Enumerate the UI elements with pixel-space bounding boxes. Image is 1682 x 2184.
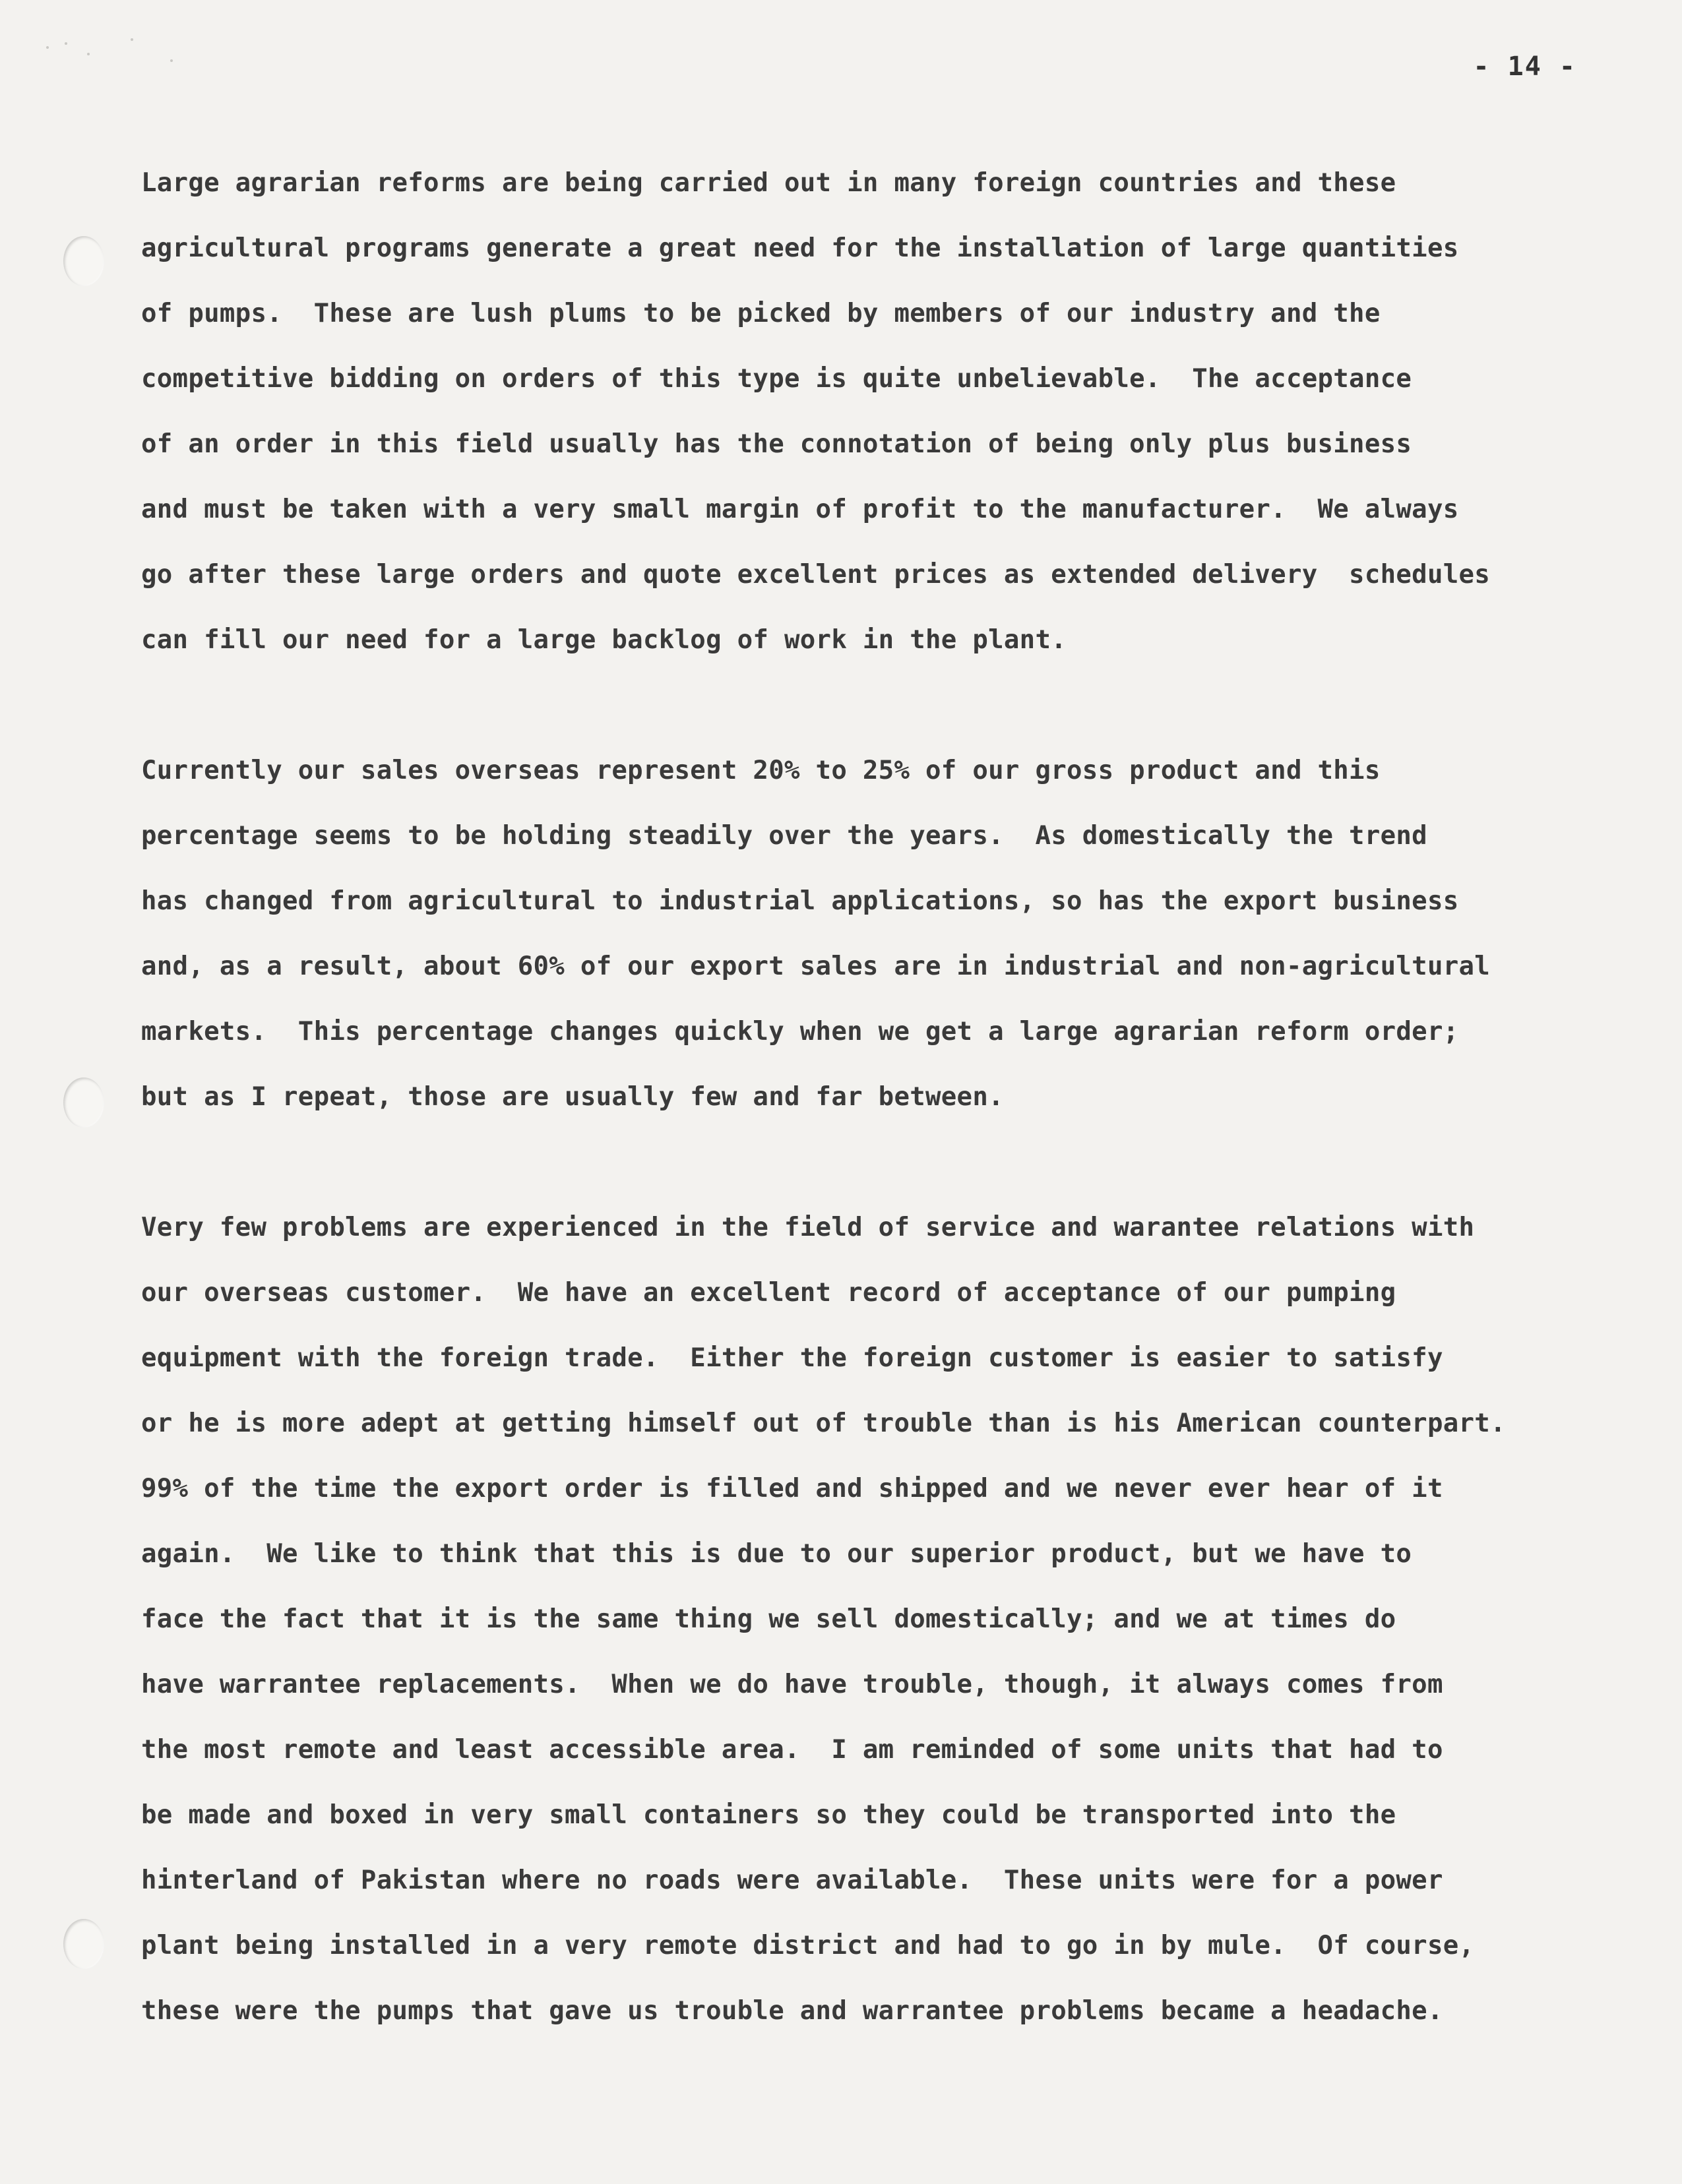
punch-hole-top (63, 236, 104, 286)
text-line: of an order in this field usually has the connotation of being only plus business (141, 429, 1412, 459)
text-line: be made and boxed in very small containers so they could be transported into the (141, 1800, 1396, 1830)
text-line: Currently our sales overseas represent 20% to 25% of our gross product and this (141, 756, 1381, 785)
text-line: competitive bidding on orders of this type is quite unbelievable. The acceptance (141, 364, 1412, 394)
text-line: has changed from agricultural to industrial applications, so has the export business (141, 886, 1459, 916)
text-line: of pumps. These are lush plums to be picked by members of our industry and the (141, 299, 1381, 328)
text-line: and must be taken with a very small margin of profit to the manufacturer. We always (141, 495, 1459, 524)
text-line: plant being installed in a very remote district and had to go in by mule. Of course, (141, 1931, 1475, 1960)
text-line: the most remote and least accessible area. I am reminded of some units that had to (141, 1735, 1443, 1765)
punch-hole-bottom (63, 1919, 104, 1969)
text-line: face the fact that it is the same thing we sell domestically; and we at times do (141, 1604, 1396, 1634)
text-line: equipment with the foreign trade. Either the foreign customer is easier to satisfy (141, 1343, 1443, 1373)
text-line: our overseas customer. We have an excellent record of acceptance of our pumping (141, 1278, 1396, 1308)
text-line: but as I repeat, those are usually few and far between. (141, 1082, 1004, 1112)
text-line: Very few problems are experienced in the field of service and warantee relations with (141, 1213, 1475, 1242)
text-line: go after these large orders and quote excellent prices as extended delivery schedules (141, 560, 1491, 590)
page-number: - 14 - (1473, 51, 1576, 82)
text-line: these were the pumps that gave us trouble and warrantee problems became a headache. (141, 1996, 1443, 2026)
text-line: again. We like to think that this is due to our superior product, but we have to (141, 1539, 1412, 1569)
paper-speck (87, 53, 90, 55)
paragraph-agrarian-reforms (141, 150, 1579, 673)
text-line: and, as a result, about 60% of our export sales are in industrial and non-agricultural (141, 952, 1491, 981)
text-line: hinterland of Pakistan where no roads were available. These units were for a power (141, 1866, 1443, 1895)
paper-speck (131, 38, 133, 41)
text-line: agricultural programs generate a great need for the installation of large quantities (141, 233, 1459, 263)
punch-hole-middle (63, 1077, 104, 1128)
text-line: percentage seems to be holding steadily over the years. As domestically the trend (141, 821, 1427, 851)
text-line: can fill our need for a large backlog of work in the plant. (141, 625, 1067, 655)
paragraph-service-warantee (141, 1195, 1579, 2044)
text-line: have warrantee replacements. When we do have trouble, though, it always comes from (141, 1670, 1443, 1699)
body-text (141, 150, 1579, 2044)
paragraph-overseas-sales (141, 738, 1579, 1130)
paper-speck (46, 46, 49, 49)
text-line: Large agrarian reforms are being carried out in many foreign countries and these (141, 168, 1396, 198)
paper-speck (65, 42, 67, 45)
text-line: or he is more adept at getting himself out of trouble than is his American counterpart. (141, 1409, 1506, 1438)
paper-speck (170, 59, 173, 62)
text-line: 99% of the time the export order is filled and shipped and we never ever hear of it (141, 1474, 1443, 1503)
text-line: markets. This percentage changes quickly when we get a large agrarian reform order; (141, 1017, 1459, 1046)
